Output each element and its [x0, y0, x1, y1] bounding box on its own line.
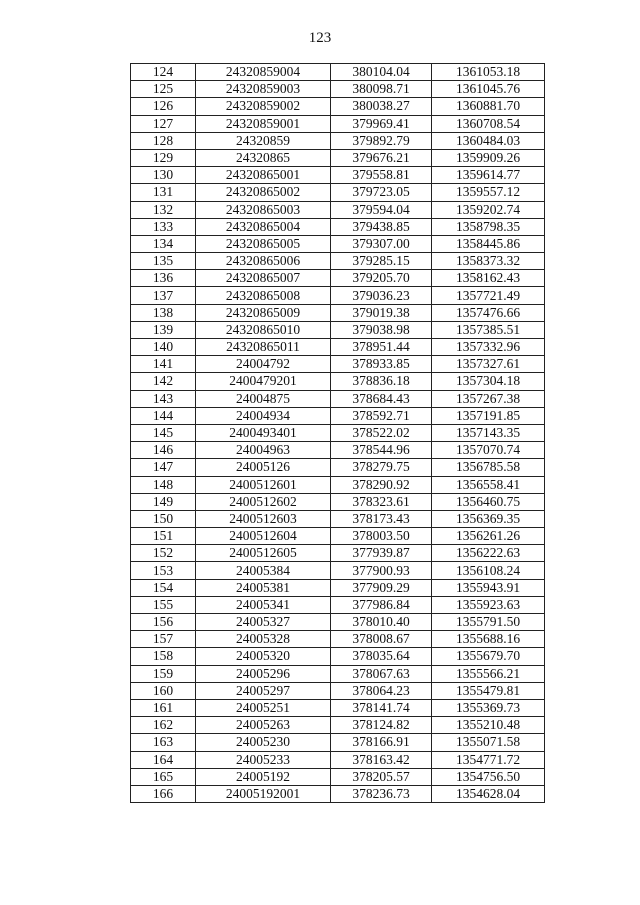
point-id-cell: 24320865003 — [196, 201, 331, 218]
y-coordinate-cell: 1355566.21 — [432, 665, 545, 682]
row-number-cell: 129 — [131, 149, 196, 166]
point-id-cell: 2400512604 — [196, 528, 331, 545]
row-number-cell: 133 — [131, 218, 196, 235]
point-id-cell: 24005126 — [196, 459, 331, 476]
x-coordinate-cell: 378522.02 — [331, 424, 432, 441]
row-number-cell: 132 — [131, 201, 196, 218]
point-id-cell: 24005297 — [196, 682, 331, 699]
row-number-cell: 163 — [131, 734, 196, 751]
table-row — [131, 270, 545, 287]
point-id-cell: 2400493401 — [196, 424, 331, 441]
y-coordinate-cell: 1355923.63 — [432, 596, 545, 613]
y-coordinate-cell: 1358162.43 — [432, 270, 545, 287]
point-id-cell: 24004875 — [196, 390, 331, 407]
row-number-cell: 153 — [131, 562, 196, 579]
table-row — [131, 253, 545, 270]
y-coordinate-cell: 1356558.41 — [432, 476, 545, 493]
y-coordinate-cell: 1359557.12 — [432, 184, 545, 201]
x-coordinate-cell: 379676.21 — [331, 149, 432, 166]
row-number-cell: 151 — [131, 528, 196, 545]
table-row — [131, 665, 545, 682]
x-coordinate-cell: 379036.23 — [331, 287, 432, 304]
table-row — [131, 115, 545, 132]
row-number-cell: 158 — [131, 648, 196, 665]
y-coordinate-cell: 1357332.96 — [432, 339, 545, 356]
table-row — [131, 734, 545, 751]
point-id-cell: 24320859004 — [196, 64, 331, 81]
x-coordinate-cell: 378684.43 — [331, 390, 432, 407]
x-coordinate-cell: 378064.23 — [331, 682, 432, 699]
x-coordinate-cell: 378279.75 — [331, 459, 432, 476]
table-row — [131, 510, 545, 527]
point-id-cell: 2400512602 — [196, 493, 331, 510]
coordinates-table-body — [131, 64, 545, 803]
x-coordinate-cell: 378163.42 — [331, 751, 432, 768]
row-number-cell: 156 — [131, 614, 196, 631]
y-coordinate-cell: 1356460.75 — [432, 493, 545, 510]
table-row — [131, 304, 545, 321]
y-coordinate-cell: 1357385.51 — [432, 321, 545, 338]
point-id-cell: 24320859001 — [196, 115, 331, 132]
table-row — [131, 579, 545, 596]
row-number-cell: 131 — [131, 184, 196, 201]
row-number-cell: 160 — [131, 682, 196, 699]
row-number-cell: 139 — [131, 321, 196, 338]
row-number-cell: 135 — [131, 253, 196, 270]
row-number-cell: 150 — [131, 510, 196, 527]
point-id-cell: 24005384 — [196, 562, 331, 579]
y-coordinate-cell: 1356261.26 — [432, 528, 545, 545]
y-coordinate-cell: 1358445.86 — [432, 235, 545, 252]
x-coordinate-cell: 377939.87 — [331, 545, 432, 562]
table-row — [131, 64, 545, 81]
point-id-cell: 24005320 — [196, 648, 331, 665]
table-row — [131, 339, 545, 356]
point-id-cell: 24005341 — [196, 596, 331, 613]
x-coordinate-cell: 378166.91 — [331, 734, 432, 751]
row-number-cell: 141 — [131, 356, 196, 373]
row-number-cell: 152 — [131, 545, 196, 562]
y-coordinate-cell: 1355071.58 — [432, 734, 545, 751]
x-coordinate-cell: 379438.85 — [331, 218, 432, 235]
table-row — [131, 149, 545, 166]
row-number-cell: 148 — [131, 476, 196, 493]
table-row — [131, 751, 545, 768]
table-row — [131, 614, 545, 631]
point-id-cell: 24004963 — [196, 442, 331, 459]
table-row — [131, 493, 545, 510]
y-coordinate-cell: 1354628.04 — [432, 785, 545, 802]
row-number-cell: 162 — [131, 717, 196, 734]
x-coordinate-cell: 378933.85 — [331, 356, 432, 373]
row-number-cell: 134 — [131, 235, 196, 252]
y-coordinate-cell: 1356785.58 — [432, 459, 545, 476]
x-coordinate-cell: 379038.98 — [331, 321, 432, 338]
point-id-cell: 24320865005 — [196, 235, 331, 252]
x-coordinate-cell: 378067.63 — [331, 665, 432, 682]
x-coordinate-cell: 378592.71 — [331, 407, 432, 424]
x-coordinate-cell: 378544.96 — [331, 442, 432, 459]
point-id-cell: 24320865001 — [196, 167, 331, 184]
y-coordinate-cell: 1359909.26 — [432, 149, 545, 166]
table-row — [131, 373, 545, 390]
point-id-cell: 24320859 — [196, 132, 331, 149]
point-id-cell: 24004792 — [196, 356, 331, 373]
table-row — [131, 476, 545, 493]
x-coordinate-cell: 378008.67 — [331, 631, 432, 648]
y-coordinate-cell: 1357476.66 — [432, 304, 545, 321]
table-row — [131, 545, 545, 562]
y-coordinate-cell: 1361053.18 — [432, 64, 545, 81]
y-coordinate-cell: 1357191.85 — [432, 407, 545, 424]
row-number-cell: 157 — [131, 631, 196, 648]
table-row — [131, 768, 545, 785]
table-row — [131, 459, 545, 476]
table-row — [131, 321, 545, 338]
point-id-cell: 24005192 — [196, 768, 331, 785]
point-id-cell: 24005192001 — [196, 785, 331, 802]
table-row — [131, 390, 545, 407]
table-row — [131, 424, 545, 441]
table-row — [131, 218, 545, 235]
x-coordinate-cell: 379969.41 — [331, 115, 432, 132]
point-id-cell: 2400512601 — [196, 476, 331, 493]
x-coordinate-cell: 378124.82 — [331, 717, 432, 734]
x-coordinate-cell: 378236.73 — [331, 785, 432, 802]
row-number-cell: 145 — [131, 424, 196, 441]
point-id-cell: 24005328 — [196, 631, 331, 648]
row-number-cell: 124 — [131, 64, 196, 81]
point-id-cell: 24320865010 — [196, 321, 331, 338]
table-row — [131, 648, 545, 665]
x-coordinate-cell: 378010.40 — [331, 614, 432, 631]
y-coordinate-cell: 1355210.48 — [432, 717, 545, 734]
point-id-cell: 24005251 — [196, 699, 331, 716]
row-number-cell: 138 — [131, 304, 196, 321]
y-coordinate-cell: 1355679.70 — [432, 648, 545, 665]
y-coordinate-cell: 1355791.50 — [432, 614, 545, 631]
x-coordinate-cell: 378141.74 — [331, 699, 432, 716]
x-coordinate-cell: 378290.92 — [331, 476, 432, 493]
point-id-cell: 2400512605 — [196, 545, 331, 562]
row-number-cell: 164 — [131, 751, 196, 768]
point-id-cell: 24320865008 — [196, 287, 331, 304]
x-coordinate-cell: 378035.64 — [331, 648, 432, 665]
point-id-cell: 24320865011 — [196, 339, 331, 356]
y-coordinate-cell: 1355688.16 — [432, 631, 545, 648]
point-id-cell: 24320865 — [196, 149, 331, 166]
y-coordinate-cell: 1358373.32 — [432, 253, 545, 270]
x-coordinate-cell: 378836.18 — [331, 373, 432, 390]
point-id-cell: 24320865002 — [196, 184, 331, 201]
row-number-cell: 165 — [131, 768, 196, 785]
table-row — [131, 699, 545, 716]
y-coordinate-cell: 1361045.76 — [432, 81, 545, 98]
y-coordinate-cell: 1359202.74 — [432, 201, 545, 218]
table-row — [131, 682, 545, 699]
y-coordinate-cell: 1357721.49 — [432, 287, 545, 304]
point-id-cell: 2400479201 — [196, 373, 331, 390]
point-id-cell: 24320865009 — [196, 304, 331, 321]
table-row — [131, 81, 545, 98]
x-coordinate-cell: 379594.04 — [331, 201, 432, 218]
point-id-cell: 24320865006 — [196, 253, 331, 270]
y-coordinate-cell: 1357267.38 — [432, 390, 545, 407]
y-coordinate-cell: 1354771.72 — [432, 751, 545, 768]
y-coordinate-cell: 1356369.35 — [432, 510, 545, 527]
y-coordinate-cell: 1360484.03 — [432, 132, 545, 149]
table-row — [131, 98, 545, 115]
row-number-cell: 146 — [131, 442, 196, 459]
x-coordinate-cell: 379723.05 — [331, 184, 432, 201]
row-number-cell: 143 — [131, 390, 196, 407]
table-row — [131, 785, 545, 802]
point-id-cell: 24005381 — [196, 579, 331, 596]
row-number-cell: 154 — [131, 579, 196, 596]
table-row — [131, 132, 545, 149]
table-row — [131, 596, 545, 613]
y-coordinate-cell: 1357143.35 — [432, 424, 545, 441]
y-coordinate-cell: 1359614.77 — [432, 167, 545, 184]
x-coordinate-cell: 378173.43 — [331, 510, 432, 527]
row-number-cell: 130 — [131, 167, 196, 184]
row-number-cell: 128 — [131, 132, 196, 149]
x-coordinate-cell: 377909.29 — [331, 579, 432, 596]
x-coordinate-cell: 378205.57 — [331, 768, 432, 785]
y-coordinate-cell: 1358798.35 — [432, 218, 545, 235]
y-coordinate-cell: 1355369.73 — [432, 699, 545, 716]
coordinates-table — [130, 63, 545, 803]
point-id-cell: 24005263 — [196, 717, 331, 734]
x-coordinate-cell: 379285.15 — [331, 253, 432, 270]
x-coordinate-cell: 379205.70 — [331, 270, 432, 287]
table-row — [131, 717, 545, 734]
x-coordinate-cell: 377986.84 — [331, 596, 432, 613]
row-number-cell: 159 — [131, 665, 196, 682]
row-number-cell: 144 — [131, 407, 196, 424]
row-number-cell: 136 — [131, 270, 196, 287]
table-row — [131, 356, 545, 373]
x-coordinate-cell: 378323.61 — [331, 493, 432, 510]
x-coordinate-cell: 379892.79 — [331, 132, 432, 149]
y-coordinate-cell: 1355479.81 — [432, 682, 545, 699]
table-row — [131, 184, 545, 201]
row-number-cell: 147 — [131, 459, 196, 476]
table-row — [131, 167, 545, 184]
table-row — [131, 631, 545, 648]
point-id-cell: 24320865007 — [196, 270, 331, 287]
x-coordinate-cell: 379307.00 — [331, 235, 432, 252]
point-id-cell: 24004934 — [196, 407, 331, 424]
row-number-cell: 125 — [131, 81, 196, 98]
row-number-cell: 155 — [131, 596, 196, 613]
table-row — [131, 562, 545, 579]
x-coordinate-cell: 378003.50 — [331, 528, 432, 545]
y-coordinate-cell: 1360708.54 — [432, 115, 545, 132]
table-row — [131, 201, 545, 218]
point-id-cell: 24320859003 — [196, 81, 331, 98]
row-number-cell: 149 — [131, 493, 196, 510]
point-id-cell: 24005233 — [196, 751, 331, 768]
table-row — [131, 407, 545, 424]
y-coordinate-cell: 1360881.70 — [432, 98, 545, 115]
x-coordinate-cell: 377900.93 — [331, 562, 432, 579]
table-row — [131, 442, 545, 459]
row-number-cell: 142 — [131, 373, 196, 390]
point-id-cell: 2400512603 — [196, 510, 331, 527]
x-coordinate-cell: 379558.81 — [331, 167, 432, 184]
point-id-cell: 24005327 — [196, 614, 331, 631]
y-coordinate-cell: 1357327.61 — [432, 356, 545, 373]
table-row — [131, 528, 545, 545]
x-coordinate-cell: 380038.27 — [331, 98, 432, 115]
y-coordinate-cell: 1354756.50 — [432, 768, 545, 785]
row-number-cell: 140 — [131, 339, 196, 356]
row-number-cell: 166 — [131, 785, 196, 802]
row-number-cell: 161 — [131, 699, 196, 716]
point-id-cell: 24005296 — [196, 665, 331, 682]
point-id-cell: 24320865004 — [196, 218, 331, 235]
row-number-cell: 126 — [131, 98, 196, 115]
y-coordinate-cell: 1357070.74 — [432, 442, 545, 459]
row-number-cell: 137 — [131, 287, 196, 304]
y-coordinate-cell: 1356108.24 — [432, 562, 545, 579]
x-coordinate-cell: 380104.04 — [331, 64, 432, 81]
page-number: 123 — [308, 30, 332, 46]
table-row — [131, 235, 545, 252]
point-id-cell: 24005230 — [196, 734, 331, 751]
x-coordinate-cell: 378951.44 — [331, 339, 432, 356]
point-id-cell: 24320859002 — [196, 98, 331, 115]
y-coordinate-cell: 1357304.18 — [432, 373, 545, 390]
table-row — [131, 287, 545, 304]
y-coordinate-cell: 1356222.63 — [432, 545, 545, 562]
row-number-cell: 127 — [131, 115, 196, 132]
x-coordinate-cell: 380098.71 — [331, 81, 432, 98]
y-coordinate-cell: 1355943.91 — [432, 579, 545, 596]
x-coordinate-cell: 379019.38 — [331, 304, 432, 321]
